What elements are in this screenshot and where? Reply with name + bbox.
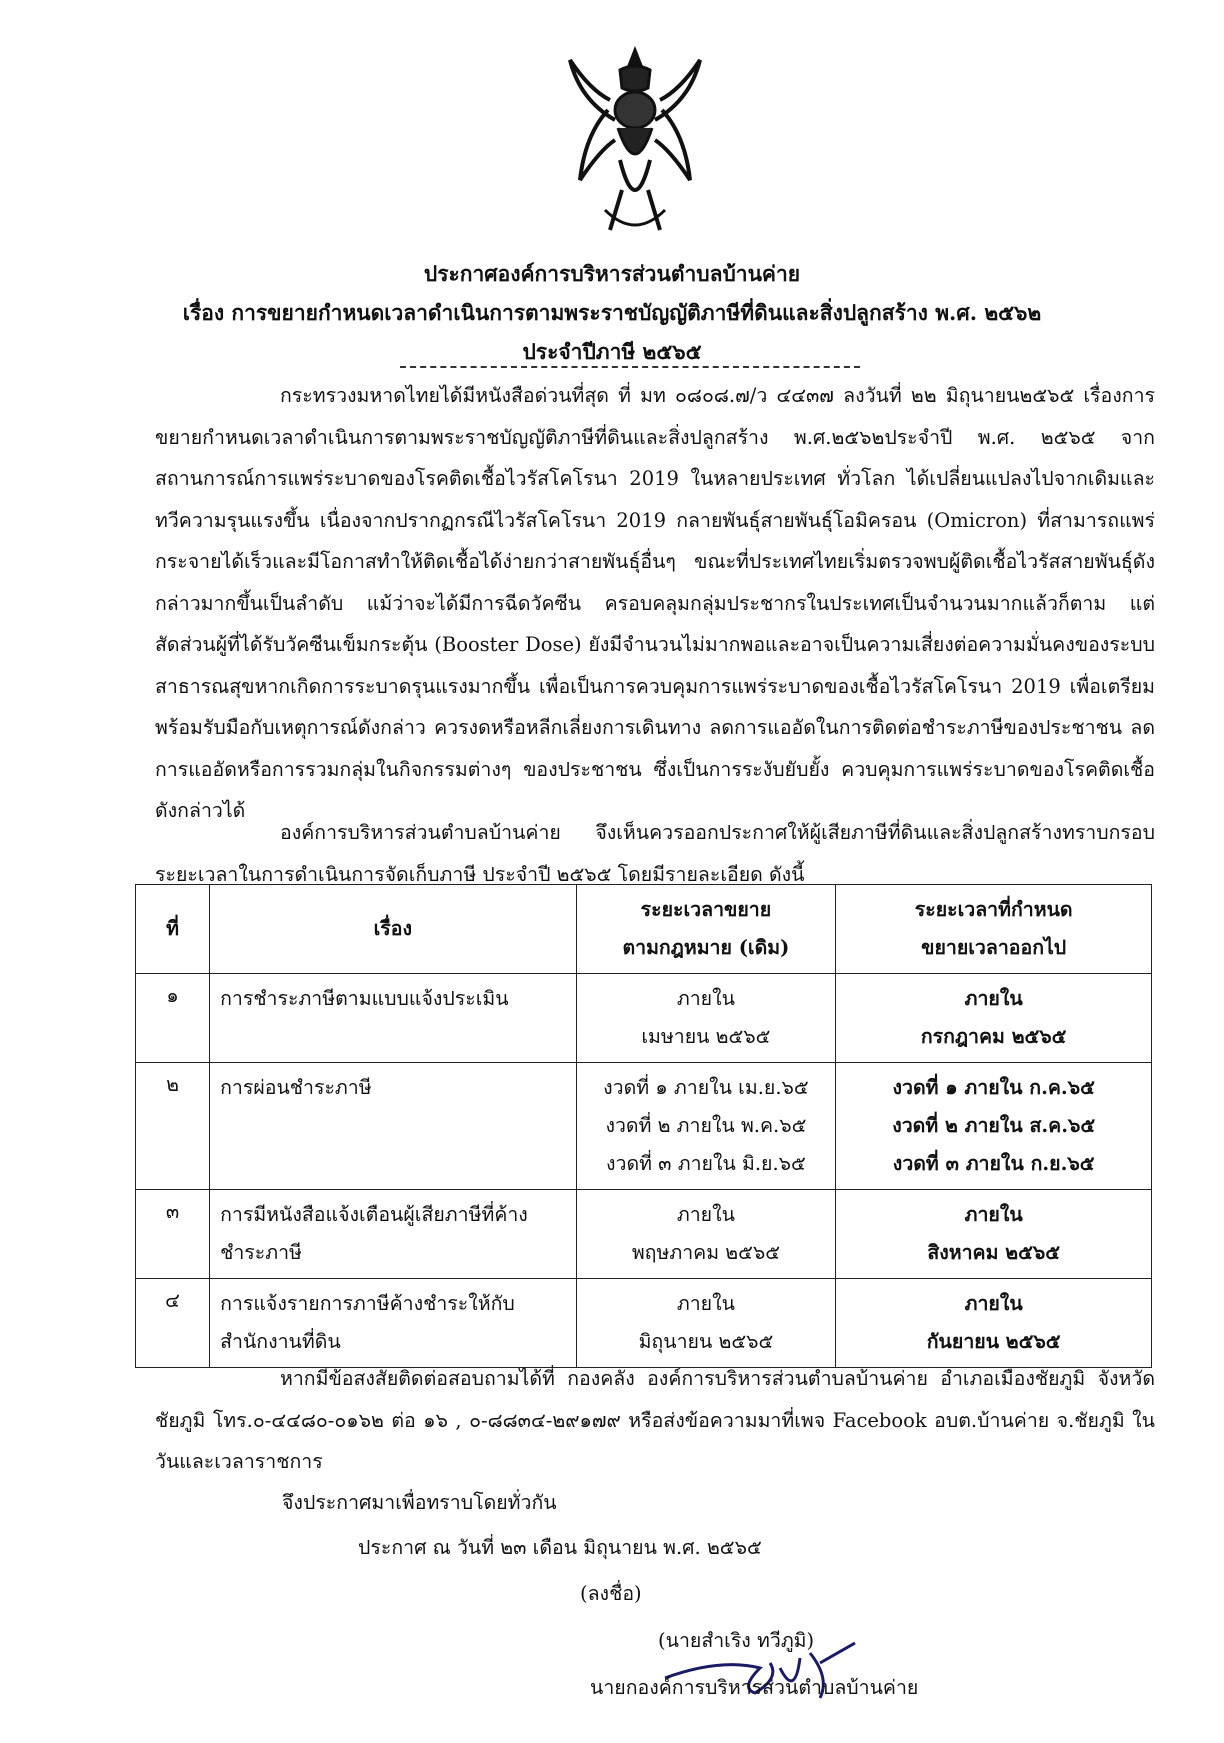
announcement-title: ประกาศองค์การบริหารส่วนตำบลบ้านค่าย xyxy=(423,261,801,286)
header-original-period: ระยะเวลาขยาย ตามกฎหมาย (เดิม) xyxy=(576,885,836,974)
signed-label: (ลงชื่อ) xyxy=(580,1582,642,1605)
row-topic: การมีหนังสือแจ้งเตือนผู้เสียภาษีที่ค้างชำระภาษี xyxy=(210,1190,576,1279)
tax-schedule-table xyxy=(135,884,1152,1368)
table-row xyxy=(136,1190,1152,1279)
contact-paragraph: หากมีข้อสงสัยติดต่อสอบถามได้ที่ กองคลัง องค์การบริหารส่วนตำบลบ้านค่าย อำเภอเมืองชัยภูมิ จังหวัดชัยภูมิ โทร.๐-๔๔๘๐-๐๑๖๒ ต่อ ๑๖ , ๐-๘๘๓๔-๒๙๑๗๙ หรือส่งข้อความมาที่เพจ Facebook อบต.บ้านค่าย จ.ชัยภูมิ ในวันและเวลาราชการ xyxy=(155,1367,1155,1473)
row-original: งวดที่ ๑ ภายใน เม.ย.๖๕ งวดที่ ๒ ภายใน พ.ค.๖๕ งวดที่ ๓ ภายใน มิ.ย.๖๕ xyxy=(576,1063,836,1190)
row-number: ๒ xyxy=(136,1063,210,1190)
notice-paragraph: องค์การบริหารส่วนตำบลบ้านค่าย จึงเห็นควรออกประกาศให้ผู้เสียภาษีที่ดินและสิ่งปลูกสร้างทราบกรอบระยะเวลาในการดำเนินการจัดเก็บภาษี ประจำปี ๒๕๖๕ โดยมีรายละเอียด ดังนี้ xyxy=(155,821,1155,886)
signer-position: นายกองค์การบริหารส่วนตำบลบ้านค่าย xyxy=(590,1676,919,1699)
table-row xyxy=(136,1063,1152,1190)
row-number: ๑ xyxy=(136,974,210,1063)
row-extended: งวดที่ ๑ ภายใน ก.ค.๖๕ งวดที่ ๒ ภายใน ส.ค.๖๕ งวดที่ ๓ ภายใน ก.ย.๖๕ xyxy=(836,1063,1152,1190)
row-extended: ภายใน กันยายน ๒๕๖๕ xyxy=(836,1279,1152,1368)
intro-paragraph: กระทรวงมหาดไทยได้มีหนังสือด่วนที่สุด ที่ มท ๐๘๐๘.๗/ว ๔๔๓๗ ลงวันที่ ๒๒ มิถุนายน๒๕๖๕ เรื่องการขยายกำหนดเวลาดำเนินการตามพระราชบัญญัติภาษีที่ดินและสิ่งปลูกสร้าง พ.ศ.๒๕๖๒ประจำปี พ.ศ. ๒๕๖๕ จากสถานการณ์การแพร่ระบาดของโรคติดเชื้อไวรัสโคโรนา 2019 ในหลายประเทศ ทั่วโลก ได้เปลี่ยนแปลงไปจากเดิมและทวีความรุนแรงขึ้น เนื่องจากปรากฏกรณีไวรัสโคโรนา 2019 กลายพันธุ์สายพันธุ์โอมิครอน (Omicron) ที่สามารถแพร่กระจายได้เร็วและมีโอกาสทำให้ติดเชื้อได้ง่ายกว่าสายพันธุ์อื่นๆ ขณะที่ประเทศไทยเริ่มตรวจพบผู้ติดเชื้อไวรัสสายพันธุ์ดังกล่าวมากขึ้นเป็นลำดับ แม้ว่าจะได้มีการฉีดวัคซีน ครอบคลุมกลุ่มประชากรในประเทศเป็นจำนวนมากแล้วก็ตาม แต่สัดส่วนผู้ที่ได้รับวัคซีนเข็มกระตุ้น (Booster Dose) ยังมีจำนวนไม่มากพอและอาจเป็นความเสี่ยงต่อความมั่นคงของระบบสาธารณสุขหากเกิดการระบาดรุนแรงมากขึ้น เพื่อเป็นการควบคุมการแพร่ระบาดของเชื้อไวรัสโคโรนา 2019 เพื่อเตรียมพร้อมรับมือกับเหตุการณ์ดังกล่าว ควรงดหรือหลีกเลี่ยงการเดินทาง ลดการแออัดในการติดต่อชำระภาษีของประชาชน ลดการแออัดหรือการรวมกลุ่มในกิจกรรมต่างๆ ของประชาชน ซึ่งเป็นการระงับยับยั้ง ควบคุมการแพร่ระบาดของโรคติดเชื้อดังกล่าวได้ xyxy=(155,384,1155,822)
row-number: ๓ xyxy=(136,1190,210,1279)
header-no: ที่ xyxy=(136,885,210,974)
announcement-subject: เรื่อง การขยายกำหนดเวลาดำเนินการตามพระราชบัญญัติภาษีที่ดินและสิ่งปลูกสร้าง พ.ศ. ๒๕๖๒ xyxy=(182,300,1042,325)
row-topic: การผ่อนชำระภาษี xyxy=(210,1063,576,1190)
announcement-year: ประจำปีภาษี ๒๕๖๕ xyxy=(522,339,702,364)
signer-name: (นายสำเริง ทวีภูมิ) xyxy=(658,1629,815,1652)
row-topic: การแจ้งรายการภาษีค้างชำระให้กับสำนักงานที่ดิน xyxy=(210,1279,576,1368)
header-extended-period: ระยะเวลาที่กำหนด ขยายเวลาออกไป xyxy=(836,885,1152,974)
garuda-emblem-icon xyxy=(560,40,710,240)
table-header-row xyxy=(136,885,1152,974)
closing-line: จึงประกาศมาเพื่อทราบโดยทั่วกัน xyxy=(282,1491,557,1514)
header-divider xyxy=(400,366,860,368)
row-topic: การชำระภาษีตามแบบแจ้งประเมิน xyxy=(210,974,576,1063)
row-original: ภายใน เมษายน ๒๕๖๕ xyxy=(576,974,836,1063)
table-row xyxy=(136,974,1152,1063)
announcement-date: ประกาศ ณ วันที่ ๒๓ เดือน มิถุนายน พ.ศ. ๒๕๖๕ xyxy=(358,1536,762,1559)
row-original: ภายใน มิถุนายน ๒๕๖๕ xyxy=(576,1279,836,1368)
row-extended: ภายใน กรกฎาคม ๒๕๖๕ xyxy=(836,974,1152,1063)
row-extended: ภายใน สิงหาคม ๒๕๖๕ xyxy=(836,1190,1152,1279)
table-row xyxy=(136,1279,1152,1368)
row-original: ภายใน พฤษภาคม ๒๕๖๕ xyxy=(576,1190,836,1279)
header-topic: เรื่อง xyxy=(210,885,576,974)
row-number: ๔ xyxy=(136,1279,210,1368)
